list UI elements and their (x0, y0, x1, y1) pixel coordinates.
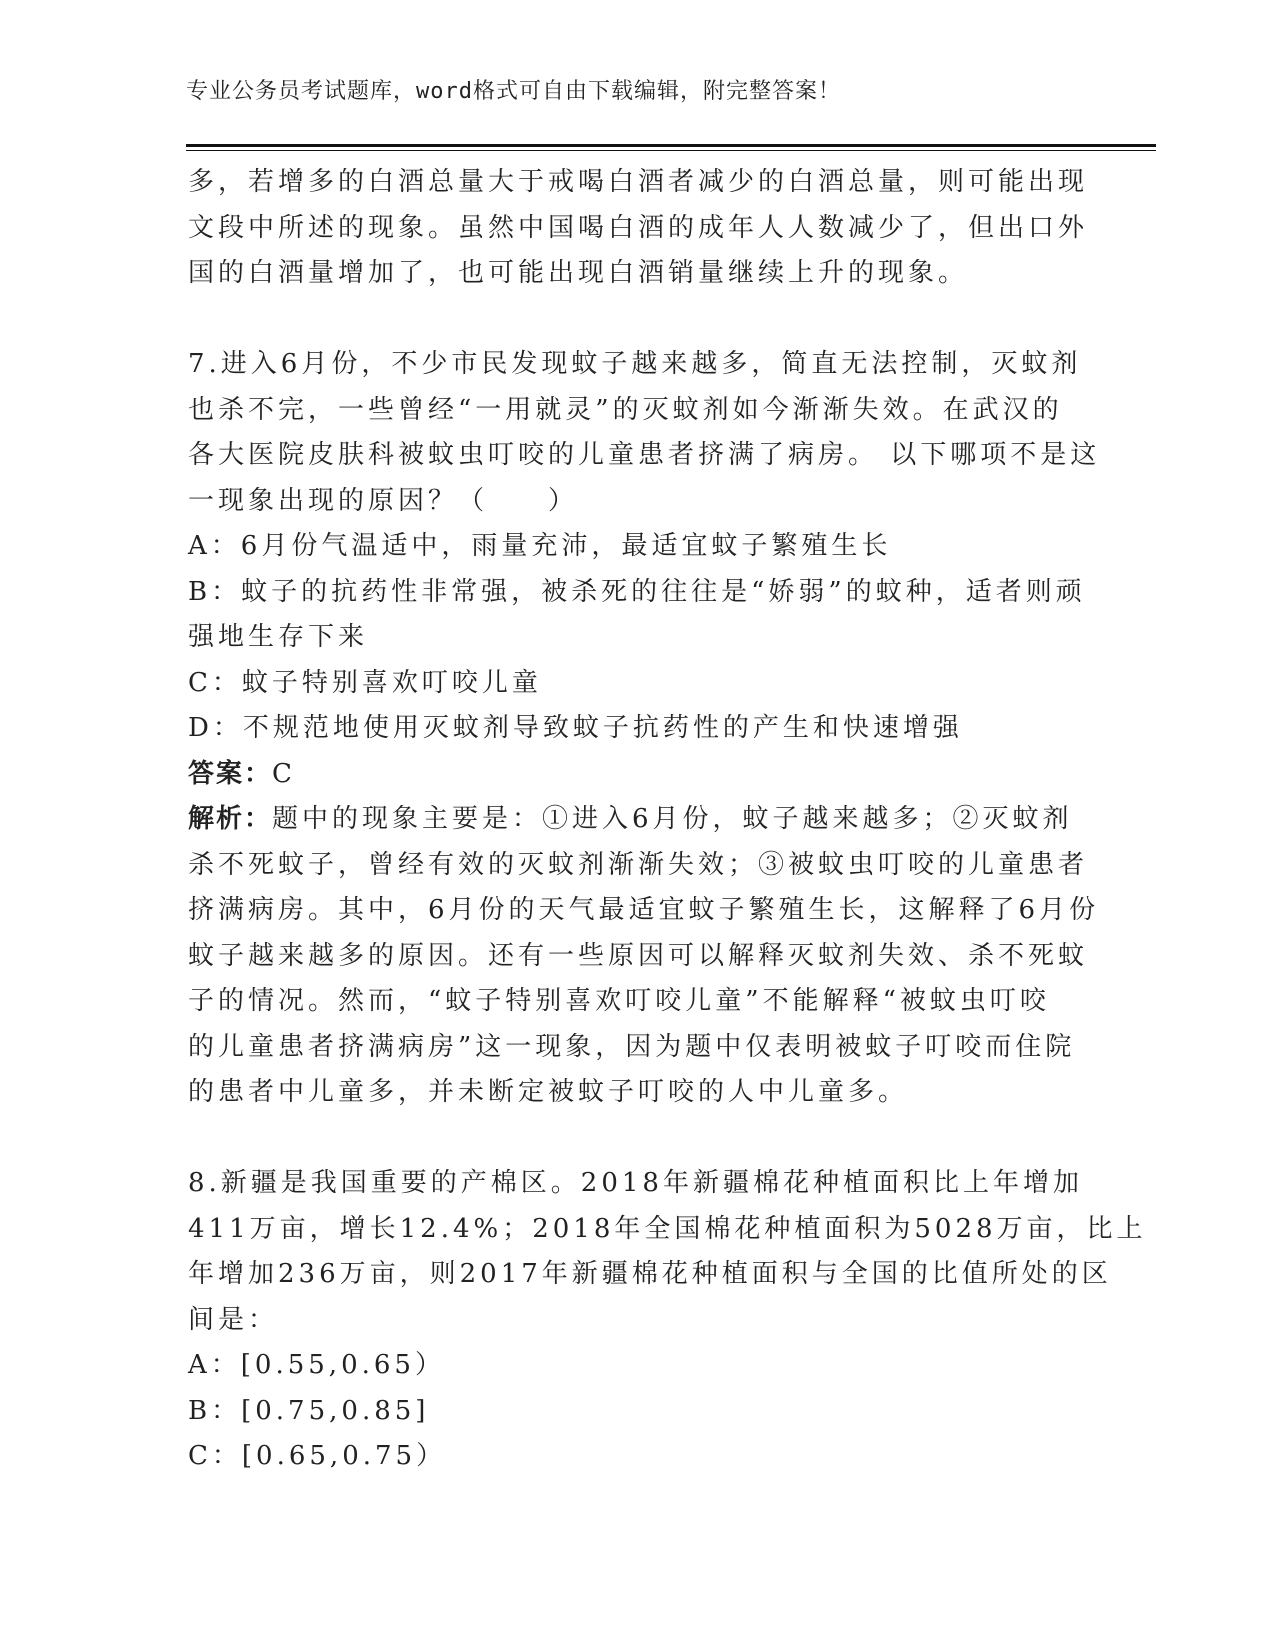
analysis-text: 题中的现象主要是：①进入6月份，蚊子越来越多；②灭蚊剂 (272, 804, 1073, 834)
answer-label: 答案： (188, 758, 273, 789)
page-header: 专业公务员考试题库，word格式可自由下载编辑，附完整答案！ (186, 79, 841, 104)
spacer (188, 297, 1088, 343)
q8-option-a: A：[0.55,0.65） (188, 1350, 445, 1380)
q7-option-b: B：蚊子的抗药性非常强，被杀死的往往是“娇弱”的蚊种，适者则顽 (188, 576, 1086, 607)
q8-stem-line: 8.新疆是我国重要的产棉区。2018年新疆棉花种植面积比上年增加 (188, 1168, 1083, 1198)
q7-analysis-line: 的患者中儿童多，并未断定被蚊子叮咬的人中儿童多。 (188, 1077, 909, 1107)
q7-analysis-line: 的儿童患者挤满病房”这一现象，因为题中仅表明被蚊子叮咬而住院 (188, 1031, 1076, 1062)
q7-stem-line: 各大医院皮肤科被蚊虫叮咬的儿童患者挤满了病房。 以下哪项不是这 (188, 440, 1101, 470)
continuation-line: 多，若增多的白酒总量大于戒喝白酒者减少的白酒总量，则可能出现 (188, 167, 1089, 197)
q7-option-b-cont: 强地生存下来 (188, 622, 369, 652)
q7-stem-line: 7.进入6月份，不少市民发现蚊子越来越多，简直无法控制，灭蚊剂 (188, 349, 1082, 379)
continuation-line: 国的白酒量增加了，也可能出现白酒销量继续上升的现象。 (188, 258, 969, 288)
q7-option-d: D：不规范地使用灭蚊剂导致蚊子抗药性的产生和快速增强 (188, 713, 963, 743)
q8-option-c: C：[0.65,0.75） (188, 1441, 447, 1471)
q7-option-a: A：6月份气温适中，雨量充沛，最适宜蚊子繁殖生长 (188, 531, 892, 561)
q8-option-b: B：[0.75,0.85] (188, 1395, 430, 1426)
q7-stem-line: 也杀不完，一些曾经“一用就灵”的灭蚊剂如今渐渐失效。在武汉的 (188, 394, 1063, 425)
continuation-line: 文段中所述的现象。虽然中国喝白酒的成年人人数减少了，但出口外 (188, 212, 1089, 243)
q7-analysis-line: 蚊子越来越多的原因。还有一些原因可以解释灭蚊剂失效、杀不死蚊 (188, 940, 1089, 971)
q7-analysis (188, 797, 1088, 843)
answer-value: C (272, 758, 296, 789)
q7-analysis-line: 杀不死蚊子，曾经有效的灭蚊剂渐渐失效；③被蚊虫叮咬的儿童患者 (188, 849, 1089, 880)
q7-analysis-line: 挤满病房。其中，6月份的天气最适宜蚊子繁殖生长，这解释了6月份 (188, 895, 1100, 925)
q8-stem-line: 年增加236万亩，则2017年新疆棉花种植面积与全国的比值所处的区 (188, 1259, 1112, 1289)
q7-stem-line: 一现象出现的原因？（ ） (188, 485, 579, 516)
q8-stem-line: 411万亩，增长12.4%；2018年全国棉花种植面积为5028万亩，比上 (188, 1213, 1147, 1244)
header-rule-thin (186, 150, 1156, 151)
q7-option-c: C：蚊子特别喜欢叮咬儿童 (188, 667, 542, 698)
q7-answer (188, 752, 1088, 798)
analysis-label: 解析： (188, 804, 273, 834)
document-body (188, 160, 1147, 1480)
q7-analysis-line: 子的情况。然而，“蚊子特别喜欢叮咬儿童”不能解释“被蚊虫叮咬 (188, 986, 1050, 1016)
q8-stem-line: 间是： (188, 1304, 279, 1335)
spacer (188, 1116, 1088, 1162)
header-rule-thick (186, 144, 1156, 147)
